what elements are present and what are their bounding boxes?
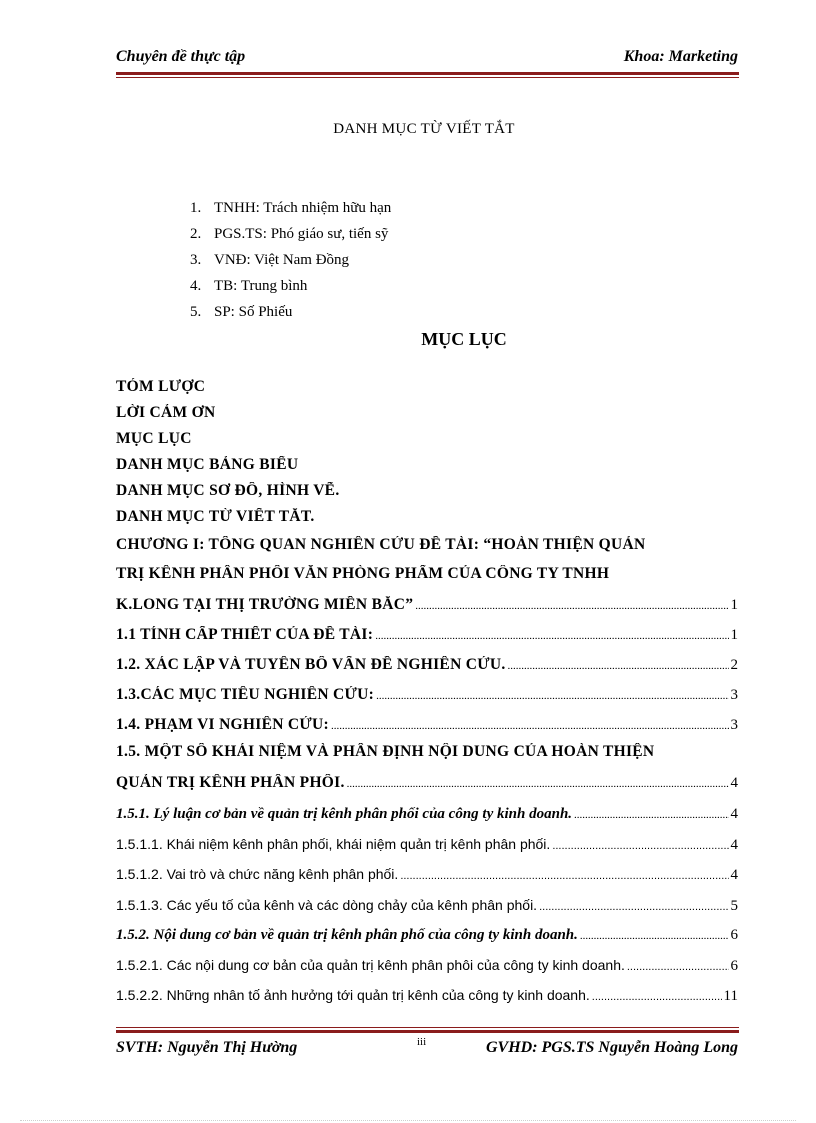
abbreviation-text: SP: Số Phiếu [214,304,293,320]
toc-entry-text: 1.5.2.1. Các nội dung cơ bản của quản trị kênh phân phôi của công ty kinh doanh. [116,957,625,973]
toc-entry-text: 1.5. MỘT SỐ KHÁI NIỆM VÀ PHÂN ĐỊNH NỘI DUNG CỦA HOÀN THIỆN [116,743,655,760]
header-left-text: Chuyên đề thực tập [116,48,246,65]
abbreviation-item [190,276,391,302]
toc-page-number: 4 [730,837,738,853]
toc-leader-dots [375,630,728,642]
toc-leader-dots [592,991,722,1003]
abbreviation-text: TB: Trung bình [214,278,308,294]
toc-entry-text: 1.2. XÁC LẬP VÀ TUYÊN BỐ VẤN ĐỀ NGHIÊN CỨU. [116,656,506,673]
toc-entry[interactable] [116,430,738,448]
toc-leader-dots [580,930,729,942]
toc-entry[interactable] [116,656,738,674]
toc-entry-text: TÓM LƯỢC [116,378,206,395]
footer-rule-thick [116,1030,739,1033]
toc-page-number: 2 [730,657,738,673]
toc-page-number: 4 [730,775,738,791]
toc-entry[interactable] [116,536,738,554]
toc-entry-text: CHƯƠNG I: TỔNG QUAN NGHIÊN CỨU ĐỀ TÀI: “HOÀN THIỆN QUẢN [116,536,646,553]
abbreviation-item [190,198,391,224]
toc-entry-text: 1.4. PHẠM VI NGHIÊN CỨU: [116,716,329,733]
toc-entry[interactable] [116,866,738,884]
toc-entry-text: 1.5.1. Lý luận cơ bản về quản trị kênh phân phối của công ty kinh doanh. [116,806,573,822]
toc-leader-dots [627,961,729,973]
toc-leader-dots [574,809,728,821]
toc-page-number: 3 [730,717,738,733]
toc-page-number: 11 [723,988,738,1004]
toc-entry[interactable] [116,596,738,614]
toc-entry[interactable] [116,565,738,583]
toc-page-number: 4 [730,806,738,822]
toc-entry-text: MỤC LỤC [116,430,192,447]
toc-page-number: 4 [730,867,738,883]
abbreviation-number: 1. [190,200,202,216]
abbreviations-title: DANH MỤC TỪ VIẾT TẮT [333,121,515,137]
abbreviation-item [190,302,391,328]
footer-supervisor: GVHD: PGS.TS Nguyễn Hoàng Long [485,1039,738,1056]
abbreviation-text: TNHH: Trách nhiệm hữu hạn [214,200,392,216]
toc-entry[interactable] [116,774,738,792]
toc-entry[interactable] [116,456,738,474]
toc-entry[interactable] [116,482,738,500]
abbreviation-number: 3. [190,252,202,268]
toc-entry[interactable] [116,927,738,944]
toc-entry[interactable] [116,897,738,915]
toc-leader-dots [539,901,728,913]
toc-title: MỤC LỤC [421,329,507,349]
toc-entry-text: 1.5.1.2. Vai trò và chức năng kênh phân phối. [116,866,399,882]
toc-entry[interactable] [116,404,738,422]
toc-entry[interactable] [116,987,738,1005]
toc-entry-text: K.LONG TẠI THỊ TRƯỜNG MIỀN BẮC” [116,596,414,613]
page-footer [116,1036,738,1060]
toc-entry[interactable] [116,806,738,823]
toc-entry-text: LỜI CẢM ƠN [116,404,216,421]
toc-entry[interactable] [116,626,738,644]
toc-entry-text: 1.1 TÍNH CẤP THIẾT CỦA ĐỀ TÀI: [116,626,374,643]
toc-entry-text: DANH MỤC SƠ ĐỒ, HÌNH VẼ. [116,482,340,499]
page-bottom-border [20,1120,796,1122]
toc-entry-text: QUẢN TRỊ KÊNH PHÂN PHỐI. [116,774,345,791]
abbreviation-number: 2. [190,226,202,242]
toc-entry-text: 1.3.CÁC MỤC TIÊU NGHIÊN CỨU: [116,686,375,703]
abbreviation-number: 4. [190,278,202,294]
abbreviation-text: PGS.TS: Phó giáo sư, tiến sỹ [214,226,389,242]
toc-entry-text: DANH MỤC TỪ VIẾT TẮT. [116,508,315,525]
toc-page-number: 5 [730,898,738,914]
header-rule-thick [116,72,739,75]
abbreviation-item [190,224,391,250]
toc-entry[interactable] [116,957,738,975]
toc-page-number: 6 [730,958,738,974]
toc-page-number: 3 [730,687,738,703]
abbreviations-list [190,198,391,328]
toc-entry-text: TRỊ KÊNH PHÂN PHỐI VĂN PHÒNG PHẨM CỦA CÔNG TY TNHH [116,565,610,582]
toc-page-number: 1 [730,597,738,613]
header-rule-thin [116,77,739,78]
toc-entry[interactable] [116,378,738,396]
toc-entry[interactable] [116,743,738,761]
toc-leader-dots [331,720,729,732]
footer-student: SVTH: Nguyễn Thị Hường [116,1039,298,1056]
toc-entry-text: 1.5.1.3. Các yếu tố của kênh và các dòng chảy của kênh phân phối. [116,897,538,913]
toc-leader-dots [400,870,728,882]
toc-entry[interactable] [116,508,738,526]
toc-entry-text: 1.5.1.1. Khái niệm kênh phân phối, khái niệm quản trị kênh phân phối. [116,836,551,852]
toc-leader-dots [347,778,729,790]
abbreviation-text: VNĐ: Việt Nam Đồng [214,252,350,268]
footer-rule-thin [116,1027,739,1028]
toc-entry-text: 1.5.2. Nội dung cơ bản về quản trị kênh phân phố của công ty kinh doanh. [116,927,578,943]
abbreviation-item [190,250,391,276]
toc-page-number: 6 [730,927,738,943]
toc-page-number: 1 [730,627,738,643]
toc-leader-dots [552,840,728,852]
toc-leader-dots [415,600,728,612]
toc-entry[interactable] [116,836,738,854]
page-header [116,46,738,70]
header-right-text: Khoa: Marketing [623,48,738,65]
toc-entry[interactable] [116,686,738,704]
toc-entry-text: 1.5.2.2. Những nhân tố ảnh hưởng tới quản trị kênh của công ty kinh doanh. [116,987,590,1003]
abbreviation-number: 5. [190,304,202,320]
toc-leader-dots [376,690,728,702]
footer-page-number: iii [417,1036,427,1048]
toc-entry-text: DANH MỤC BẢNG BIỂU [116,456,299,473]
toc-leader-dots [508,660,729,672]
toc-entry[interactable] [116,716,738,734]
